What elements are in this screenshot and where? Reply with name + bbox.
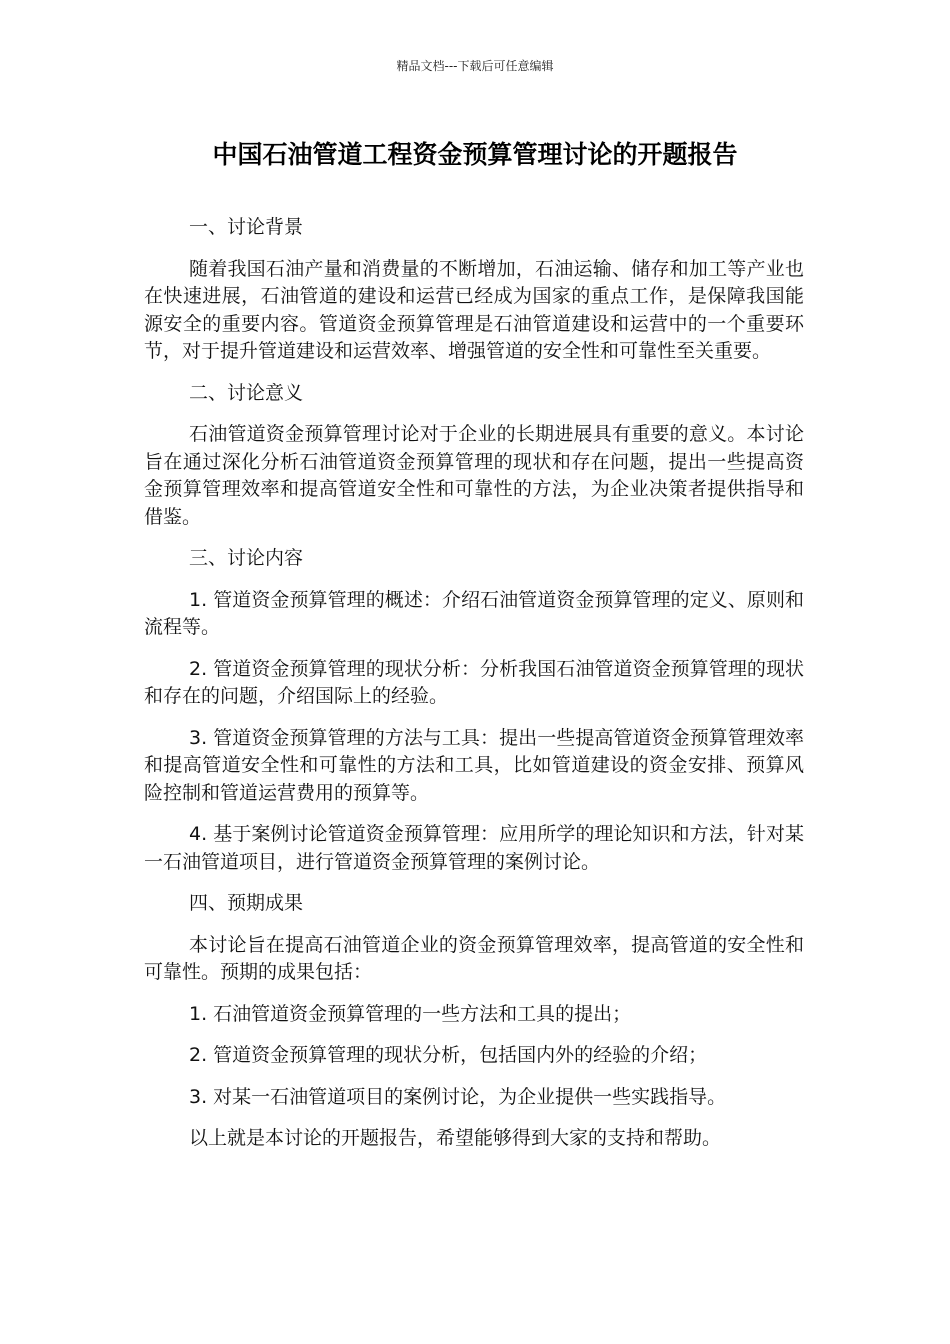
- paragraph-background: 随着我国石油产量和消费量的不断增加，石油运输、储存和加工等产业也在快速进展，石油管道的建设和运营已经成为国家的重点工作，是保障我国能源安全的重要内容。管道资金预算管理是石油管道建设和运营中的一个重要环节，对于提升管道建设和运营效率、增强管道的安全性和可靠性至关重要。: [144, 257, 804, 362]
- section-heading-significance: 二、讨论意义: [189, 381, 304, 404]
- section-heading-outcomes: 四、预期成果: [189, 892, 304, 914]
- outcome-item-1: 1. 石油管道资金预算管理的一些方法和工具的提出；: [189, 1002, 632, 1025]
- content-item-1: 1. 管道资金预算管理的概述：介绍石油管道资金预算管理的定义、原则和流程等。: [144, 588, 804, 638]
- outcome-item-2: 2. 管道资金预算管理的现状分析，包括国内外的经验的介绍；: [189, 1044, 708, 1066]
- section-heading-background: 一、讨论背景: [189, 216, 304, 238]
- content-item-3: 3. 管道资金预算管理的方法与工具：提出一些提高管道资金预算管理效率和提高管道安全性和可靠性的方法和工具，比如管道建设的资金安排、预算风险控制和管道运营费用的预算等。: [144, 726, 804, 804]
- content-item-4: 4. 基于案例讨论管道资金预算管理：应用所学的理论知识和方法，针对某一石油管道项目，进行管道资金预算管理的案例讨论。: [144, 823, 804, 873]
- section-heading-content: 三、讨论内容: [189, 547, 304, 569]
- outcome-item-3: 3. 对某一石油管道项目的案例讨论，为企业提供一些实践指导。: [189, 1085, 727, 1108]
- paragraph-significance: 石油管道资金预算管理讨论对于企业的长期进展具有重要的意义。本讨论旨在通过深化分析石油管道资金预算管理的现状和存在问题，提出一些提高资金预算管理效率和提高管道安全性和可靠性的方法，为企业决策者提供指导和借鉴。: [144, 423, 804, 528]
- content-item-2: 2. 管道资金预算管理的现状分析：分析我国石油管道资金预算管理的现状和存在的问题，介绍国际上的经验。: [144, 657, 804, 707]
- closing-paragraph: 以上就是本讨论的开题报告，希望能够得到大家的支持和帮助。: [189, 1127, 722, 1149]
- document-body: [144, 214, 804, 1167]
- document-title: 中国石油管道工程资金预算管理讨论的开题报告: [212, 140, 738, 169]
- page-header: 精品文档---下载后可任意编辑: [396, 59, 554, 73]
- paragraph-outcomes: 本讨论旨在提高石油管道企业的资金预算管理效率，提高管道的安全性和可靠性。预期的成果包括：: [144, 933, 804, 983]
